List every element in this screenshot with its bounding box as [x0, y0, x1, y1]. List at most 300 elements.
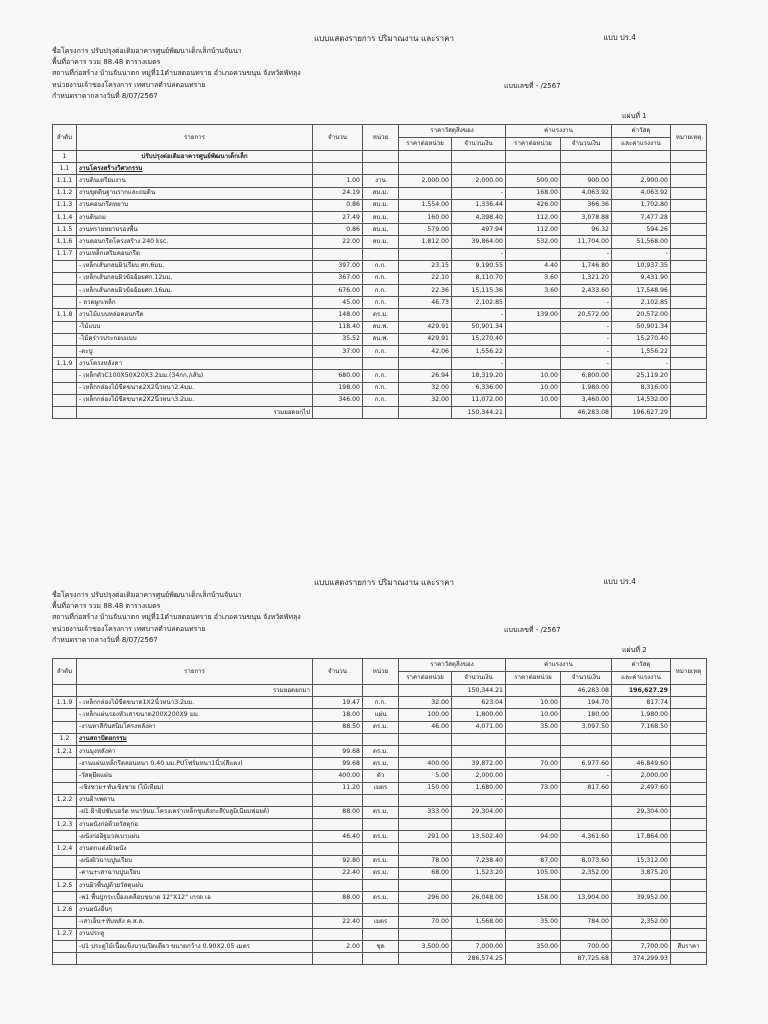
row-unit [363, 733, 399, 745]
row-material-amount: 39,864.00 [452, 236, 506, 248]
row-qty: 148.00 [313, 309, 363, 321]
row-unit: ตร.ม. [363, 309, 399, 321]
boq-body [53, 151, 707, 419]
building-area: พื้นที่อาคาร รวม 88.48 ตารางเมตร [52, 58, 161, 67]
row-labour-amount: - [561, 333, 612, 345]
row-note [671, 211, 707, 223]
row-material-amount: 623.04 [452, 697, 506, 709]
table-row [53, 199, 707, 211]
row-no [53, 782, 77, 794]
col-header-no: ลำดับ [53, 659, 77, 685]
row-qty: 0.86 [313, 224, 363, 236]
row-labour-amount: 6,800.00 [561, 370, 612, 382]
row-total: 2,102.85 [612, 297, 671, 309]
row-no: 1 [53, 151, 77, 163]
col-header-labour: ค่าแรงงาน [506, 659, 612, 672]
row-no: 1.1.7 [53, 248, 77, 260]
row-total: 817.74 [612, 697, 671, 709]
row-no [53, 382, 77, 394]
row-no [53, 333, 77, 345]
row-material-amount: - [452, 358, 506, 370]
row-labour-amount: 4,361.60 [561, 831, 612, 843]
row-total: 7,477.28 [612, 211, 671, 223]
col-header-sum-top: ค่าวัสดุ [612, 659, 671, 672]
project-name: ชื่อโครงการ ปรับปรุงต่อเติมอาคารศูนย์พัฒนาเด็กเล็กบ้านจันนา [52, 47, 242, 55]
row-total: 46,849.60 [612, 758, 671, 770]
row-no [53, 272, 77, 284]
row-item: -ไม้คร่าวประกอบแบบ [77, 333, 313, 345]
row-material-amount: 1,523.20 [452, 867, 506, 879]
row-qty: 37.00 [313, 346, 363, 358]
row-material-unit-price: 22.10 [399, 272, 452, 284]
row-note [671, 697, 707, 709]
col-header-material: ราคาวัสดุสิ่งของ [399, 125, 506, 138]
row-material-unit-price [399, 928, 452, 940]
row-note [671, 733, 707, 745]
row-material-unit-price: 429.91 [399, 321, 452, 333]
row-qty [313, 685, 363, 697]
table-row [53, 843, 707, 855]
row-unit: ตร.ม. [363, 806, 399, 818]
row-material-amount: 1,568.00 [452, 916, 506, 928]
boq-body [53, 685, 707, 965]
row-note [671, 904, 707, 916]
table-row [53, 806, 707, 818]
row-no [53, 709, 77, 721]
row-total: 50,901.34 [612, 321, 671, 333]
row-labour-unit-price [506, 163, 561, 175]
row-unit: ก.ก. [363, 382, 399, 394]
row-item: - เหล็กตัวC100X50X20X3.2มม.(34กก./เส้น) [77, 370, 313, 382]
row-no [53, 953, 77, 965]
row-no: 1.2.6 [53, 904, 77, 916]
row-note [671, 953, 707, 965]
row-qty: 22.40 [313, 867, 363, 879]
row-qty [313, 880, 363, 892]
row-note [671, 685, 707, 697]
row-qty [313, 358, 363, 370]
row-material-unit-price: 429.91 [399, 333, 452, 345]
row-material-amount: 18,319.20 [452, 370, 506, 382]
row-qty: 0.86 [313, 199, 363, 211]
row-note [671, 309, 707, 321]
form-number: แบบเลขที่ - /2567 [504, 626, 561, 634]
row-material-unit-price: 1,812.00 [399, 236, 452, 248]
row-material-unit-price: 3,500.00 [399, 940, 452, 952]
form-number: แบบเลขที่ - /2567 [504, 82, 561, 90]
row-material-unit-price: 150.00 [399, 782, 452, 794]
row-no [53, 867, 77, 879]
owner-agency: หน่วยงานเจ้าของโครงการ เทศบาลตำบลดอนทราย [52, 80, 206, 89]
row-total: 39,952.00 [612, 892, 671, 904]
row-no: 1.2.3 [53, 819, 77, 831]
row-unit: ตร.ม. [363, 758, 399, 770]
row-material-amount: 26,048.00 [452, 892, 506, 904]
row-total: 8,316.00 [612, 382, 671, 394]
row-labour-unit-price [506, 297, 561, 309]
boq-table [52, 124, 707, 419]
row-note [671, 163, 707, 175]
row-labour-unit-price [506, 333, 561, 345]
row-item: -วัสดุยึดแผ่น [77, 770, 313, 782]
row-qty: 45.00 [313, 297, 363, 309]
row-qty [313, 953, 363, 965]
row-unit: ลบ.ม. [363, 211, 399, 223]
row-material-amount [452, 819, 506, 831]
row-labour-unit-price: 426.00 [506, 199, 561, 211]
row-unit [363, 151, 399, 163]
row-labour-unit-price [506, 794, 561, 806]
row-material-amount [452, 928, 506, 940]
row-total [612, 928, 671, 940]
table-row [53, 285, 707, 297]
row-material-amount: 50,901.34 [452, 321, 506, 333]
row-item: ปรับปรุงต่อเติมอาคารศูนย์พัฒนาเด็กเล็ก [77, 151, 313, 163]
row-no: 1.1.2 [53, 187, 77, 199]
row-item: - เหล็กกล่องไม้ขีดขนาด2X2นิ้วหนา3.2มม. [77, 394, 313, 406]
row-labour-amount: 1,321.20 [561, 272, 612, 284]
row-material-amount: 7,238.40 [452, 855, 506, 867]
row-labour-amount: 784.00 [561, 916, 612, 928]
row-material-unit-price [399, 309, 452, 321]
row-labour-unit-price: 532.00 [506, 236, 561, 248]
table-row [53, 163, 707, 175]
row-material-amount: 29,304.00 [452, 806, 506, 818]
row-labour-unit-price: 112.00 [506, 224, 561, 236]
row-material-unit-price: 46.73 [399, 297, 452, 309]
row-labour-amount: - [561, 248, 612, 260]
row-labour-amount: 96.32 [561, 224, 612, 236]
row-unit: ตร.ม. [363, 867, 399, 879]
table-row [53, 770, 707, 782]
row-material-unit-price: 70.00 [399, 916, 452, 928]
row-no [53, 297, 77, 309]
form-code: แบบ ปร.4 [603, 33, 636, 42]
row-item: -เชิงชาย+ทับเชิงชาย (ไม้เทียม) [77, 782, 313, 794]
row-unit: ก.ก. [363, 346, 399, 358]
table-row [53, 297, 707, 309]
row-qty: 18.00 [313, 709, 363, 721]
row-qty: 11.20 [313, 782, 363, 794]
row-labour-unit-price: 10.00 [506, 394, 561, 406]
table-row [53, 940, 707, 952]
row-note [671, 928, 707, 940]
row-item: -ตะปู [77, 346, 313, 358]
row-no [53, 394, 77, 406]
row-total: 10,937.35 [612, 260, 671, 272]
row-material-amount: 286,574.25 [452, 953, 506, 965]
row-no [53, 721, 77, 733]
row-item: งานไม้แบบหล่อคอนกรีต [77, 309, 313, 321]
row-total [612, 904, 671, 916]
row-note [671, 843, 707, 855]
row-item: -เสาเอ็น+ทับหลัง ค.ส.ล. [77, 916, 313, 928]
row-no: 1.1.5 [53, 224, 77, 236]
row-material-amount [452, 904, 506, 916]
row-material-unit-price [399, 733, 452, 745]
row-note [671, 819, 707, 831]
row-material-unit-price: 26.94 [399, 370, 452, 382]
row-unit: ตร.ม. [363, 855, 399, 867]
row-unit [363, 928, 399, 940]
row-labour-unit-price: 10.00 [506, 709, 561, 721]
row-labour-amount: 817.60 [561, 782, 612, 794]
row-material-amount: 150,344.21 [452, 406, 506, 418]
row-qty: 1.00 [313, 175, 363, 187]
table-row [53, 187, 707, 199]
row-material-unit-price: 400.00 [399, 758, 452, 770]
row-material-unit-price: 23.15 [399, 260, 452, 272]
row-labour-amount: 8,073.60 [561, 855, 612, 867]
row-material-amount: 2,102.85 [452, 297, 506, 309]
row-material-amount: 11,072.00 [452, 394, 506, 406]
row-qty [313, 406, 363, 418]
row-item: งานโครงสร้างวิศวกรรม [77, 163, 313, 175]
row-labour-amount [561, 904, 612, 916]
row-unit: ตัว [363, 770, 399, 782]
row-material-amount [452, 733, 506, 745]
row-total: 4,063.92 [612, 187, 671, 199]
row-unit: ลบ.ม. [363, 187, 399, 199]
row-labour-amount: 3,078.88 [561, 211, 612, 223]
row-labour-amount: 194.70 [561, 697, 612, 709]
row-unit: ตร.ม. [363, 721, 399, 733]
carried-forward-row [53, 685, 707, 697]
row-material-amount: 7,000.00 [452, 940, 506, 952]
row-labour-amount [561, 928, 612, 940]
col-header-material-amount: จำนวนเงิน [452, 138, 506, 151]
row-labour-amount: - [561, 770, 612, 782]
row-item: งานดินถม [77, 211, 313, 223]
row-material-amount: 1,556.22 [452, 346, 506, 358]
table-row [53, 697, 707, 709]
row-note [671, 867, 707, 879]
boq-sheet-2 [0, 564, 768, 1024]
project-name: ชื่อโครงการ ปรับปรุงต่อเติมอาคารศูนย์พัฒนาเด็กเล็กบ้านจันนา [52, 591, 242, 599]
row-labour-amount: 3,097.50 [561, 721, 612, 733]
row-labour-amount: 2,352.00 [561, 867, 612, 879]
row-item: - ลวดผูกเหล็ก [77, 297, 313, 309]
row-qty: 35.52 [313, 333, 363, 345]
col-header-labour-unit-price: ราคาต่อหน่วย [506, 672, 561, 685]
row-material-amount [452, 880, 506, 892]
row-item: - เหล็กเส้นกลมผิวข้ออ้อยศก.12มม. [77, 272, 313, 284]
row-unit [363, 406, 399, 418]
col-header-labour-amount: จำนวนเงิน [561, 138, 612, 151]
row-labour-unit-price: 10.00 [506, 382, 561, 394]
row-total [612, 733, 671, 745]
project-info [52, 46, 301, 102]
row-labour-unit-price: 158.00 [506, 892, 561, 904]
row-item: -งานแผ่นเหล็กรีดลอนหนา 0.40 มม.PUโฟร์มหนา1นิ้ว(สีแดง) [77, 758, 313, 770]
row-total: 29,304.00 [612, 806, 671, 818]
row-labour-amount: 4,063.92 [561, 187, 612, 199]
row-labour-amount: - [561, 321, 612, 333]
table-row [53, 831, 707, 843]
row-unit [363, 685, 399, 697]
col-header-material-unit-price: ราคาต่อหน่วย [399, 672, 452, 685]
row-labour-amount [561, 163, 612, 175]
row-material-unit-price: 333.00 [399, 806, 452, 818]
row-qty: 2.00 [313, 940, 363, 952]
row-note [671, 794, 707, 806]
row-labour-unit-price [506, 745, 561, 757]
row-material-amount [452, 151, 506, 163]
row-labour-amount: 1,746.80 [561, 260, 612, 272]
row-qty: 198.00 [313, 382, 363, 394]
row-unit: ก.ก. [363, 370, 399, 382]
row-labour-amount [561, 733, 612, 745]
row-labour-amount [561, 151, 612, 163]
row-total: 2,900.00 [612, 175, 671, 187]
row-labour-unit-price: 112.00 [506, 211, 561, 223]
row-material-amount: 1,800.00 [452, 709, 506, 721]
row-labour-amount [561, 745, 612, 757]
row-no: 1.1.6 [53, 236, 77, 248]
table-row [53, 745, 707, 757]
row-no: 1.1.3 [53, 199, 77, 211]
row-total: 20,572.00 [612, 309, 671, 321]
row-material-amount: 8,110.70 [452, 272, 506, 284]
row-no: 1.2.1 [53, 745, 77, 757]
row-total: 594.26 [612, 224, 671, 236]
table-row [53, 151, 707, 163]
col-header-note: หมายเหตุ [671, 125, 707, 151]
row-material-amount: - [452, 309, 506, 321]
row-labour-unit-price: 3.60 [506, 272, 561, 284]
row-item: งานคอนกรีตหยาบ [77, 199, 313, 211]
row-material-unit-price [399, 406, 452, 418]
owner-agency: หน่วยงานเจ้าของโครงการ เทศบาลตำบลดอนทราย [52, 624, 206, 633]
row-material-unit-price [399, 151, 452, 163]
row-note [671, 321, 707, 333]
row-labour-unit-price [506, 321, 561, 333]
row-labour-amount [561, 880, 612, 892]
row-unit: ลบ.ม. [363, 199, 399, 211]
table-row [53, 819, 707, 831]
row-material-unit-price: 32.00 [399, 697, 452, 709]
row-labour-unit-price [506, 904, 561, 916]
row-qty: 88.50 [313, 721, 363, 733]
row-no: 1.2 [53, 733, 77, 745]
table-row [53, 794, 707, 806]
row-unit [363, 843, 399, 855]
row-qty [313, 928, 363, 940]
row-item: -ผนังก่ออิฐมวลเบาแผ่น [77, 831, 313, 843]
row-total: 15,270.40 [612, 333, 671, 345]
row-qty [313, 248, 363, 260]
row-total: 7,700.00 [612, 940, 671, 952]
row-no: 1.1.9 [53, 358, 77, 370]
table-row [53, 321, 707, 333]
row-note [671, 224, 707, 236]
row-note [671, 806, 707, 818]
row-item: - เหล็กแผ่นรองหัวเสาขนาด200X200X9 มม. [77, 709, 313, 721]
row-unit: เมตร [363, 782, 399, 794]
row-total [612, 745, 671, 757]
row-item: - เหล็กเส้นกลมผิวข้ออ้อยศก.16มม. [77, 285, 313, 297]
row-total: 17,864.00 [612, 831, 671, 843]
row-material-unit-price [399, 187, 452, 199]
table-row [53, 260, 707, 272]
row-material-amount: 4,071.00 [452, 721, 506, 733]
row-unit: ก.ก. [363, 285, 399, 297]
row-total [612, 843, 671, 855]
row-item: งานดินเตรียมงาน [77, 175, 313, 187]
row-qty: 88.00 [313, 806, 363, 818]
row-note [671, 358, 707, 370]
row-unit: ลบ.ฟ. [363, 321, 399, 333]
row-total: 7,168.50 [612, 721, 671, 733]
table-row [53, 394, 707, 406]
row-material-unit-price [399, 745, 452, 757]
table-row [53, 211, 707, 223]
col-header-sum-top: ค่าวัสดุ [612, 125, 671, 138]
row-unit: ตร.ม. [363, 892, 399, 904]
col-header-unit: หน่วย [363, 125, 399, 151]
row-labour-amount: 3,460.00 [561, 394, 612, 406]
row-note [671, 333, 707, 345]
row-total: 17,548.96 [612, 285, 671, 297]
row-material-unit-price: 100.00 [399, 709, 452, 721]
row-unit: ชุด [363, 940, 399, 952]
row-note [671, 892, 707, 904]
table-row [53, 733, 707, 745]
table-row [53, 358, 707, 370]
row-note [671, 187, 707, 199]
row-material-amount: 39,872.00 [452, 758, 506, 770]
row-total [612, 819, 671, 831]
row-material-unit-price [399, 794, 452, 806]
row-unit: เมตร [363, 916, 399, 928]
row-note [671, 346, 707, 358]
row-note [671, 880, 707, 892]
row-no: 1.2.2 [53, 794, 77, 806]
project-info [52, 590, 301, 646]
row-labour-amount: 46,283.08 [561, 406, 612, 418]
row-labour-amount [561, 794, 612, 806]
table-row [53, 880, 707, 892]
row-labour-unit-price [506, 151, 561, 163]
row-no [53, 831, 77, 843]
row-note [671, 406, 707, 418]
table-row [53, 892, 707, 904]
row-item: - เหล็กเส้นกลมผิวเรียบ ศก.6มม. [77, 260, 313, 272]
row-material-unit-price [399, 685, 452, 697]
row-material-unit-price: 1,554.00 [399, 199, 452, 211]
row-unit: ลบ.ม. [363, 236, 399, 248]
row-material-unit-price: 579.00 [399, 224, 452, 236]
total-row [53, 953, 707, 965]
row-material-unit-price [399, 163, 452, 175]
row-no [53, 770, 77, 782]
row-material-amount: - [452, 248, 506, 260]
row-qty: 346.00 [313, 394, 363, 406]
row-note [671, 272, 707, 284]
row-note [671, 236, 707, 248]
row-unit: ลบ.ม. [363, 224, 399, 236]
row-item: งานโครงหลังคา [77, 358, 313, 370]
table-row [53, 346, 707, 358]
row-unit: ก.ก. [363, 394, 399, 406]
row-material-unit-price [399, 880, 452, 892]
row-note [671, 151, 707, 163]
row-no [53, 321, 77, 333]
row-qty: 680.00 [313, 370, 363, 382]
row-note [671, 745, 707, 757]
col-header-labour-unit-price: ราคาต่อหน่วย [506, 138, 561, 151]
row-unit: ลบ.ฟ. [363, 333, 399, 345]
